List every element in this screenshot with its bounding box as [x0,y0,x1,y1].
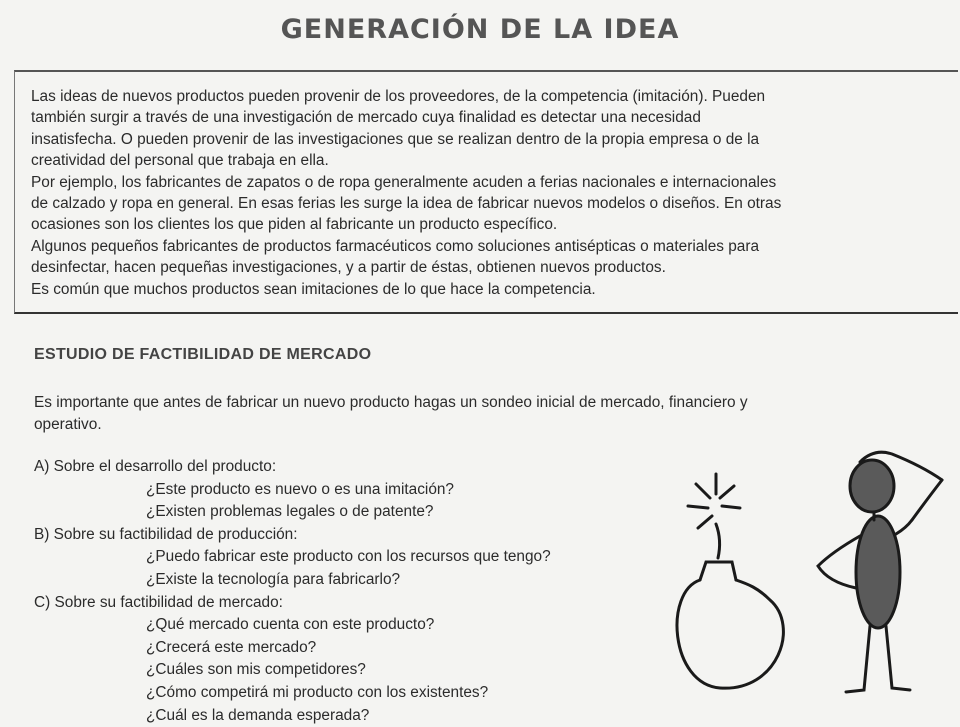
question-item: ¿Cuál es la demanda esperada? [146,706,370,724]
box-line: Algunos pequeños fabricantes de productos farmacéuticos como soluciones antisépticas o materiales para [31,237,760,255]
thinking-figure-icon [818,452,942,692]
section-heading-b: B) Sobre su factibilidad de producción: [34,525,298,543]
box-line: creatividad del personal que trabaja en ella. [31,152,329,170]
section-title: ESTUDIO DE FACTIBILIDAD DE MERCADO [34,346,372,363]
box-line: ocasiones son los clientes los que piden al fabricante un producto específico. [31,216,558,234]
idea-paragraph [31,86,949,300]
page-title: GENERACIÓN DE LA IDEA [280,14,680,45]
section-heading-a: A) Sobre el desarrollo del producto: [34,458,277,475]
box-line: Por ejemplo, los fabricantes de zapatos o de ropa generalmente acuden a ferias nacionales e internacionales [31,173,777,191]
box-line: de calzado y ropa en general. En esas ferias les surge la idea de fabricar nuevos modelos o diseños. En otras [31,195,782,213]
intro-paragraph [34,392,946,436]
box-line: desinfectar, hacen pequeñas investigaciones, y a partir de éstas, obtienen nuevos productos. [31,259,666,277]
box-line: Las ideas de nuevos productos pueden provenir de los proveedores, de la competencia (imitación). Pueden [31,88,766,105]
question-item: ¿Cómo competirá mi producto con los existentes? [146,683,489,701]
illustration [660,440,956,712]
intro-line: Es importante que antes de fabricar un nuevo producto hagas un sondeo inicial de mercado, financiero y [34,394,748,411]
section-heading-c: C) Sobre su factibilidad de mercado: [34,593,283,611]
idea-text-box [14,70,958,314]
box-line: también surgir a través de una investigación de mercado cuya finalidad es detectar una necesidad [31,109,701,127]
question-item: ¿Puedo fabricar este producto con los recursos que tengo? [146,548,551,566]
question-item: ¿Este producto es nuevo o es una imitación? [146,480,454,498]
question-item: ¿Existe la tecnología para fabricarlo? [146,570,401,588]
question-item: ¿Cuáles son mis competidores? [146,661,366,679]
box-line: Es común que muchos productos sean imitaciones de lo que hace la competencia. [31,280,596,298]
bomb-icon [677,474,783,688]
question-item: ¿Existen problemas legales o de patente? [146,503,434,521]
question-item: ¿Qué mercado cuenta con este producto? [146,616,435,634]
question-item: ¿Crecerá este mercado? [146,638,317,656]
intro-line: operativo. [34,416,102,433]
question-list [34,456,674,727]
box-line: insatisfecha. O pueden provenir de las investigaciones que se realizan dentro de la propia empresa o de la [31,130,760,148]
